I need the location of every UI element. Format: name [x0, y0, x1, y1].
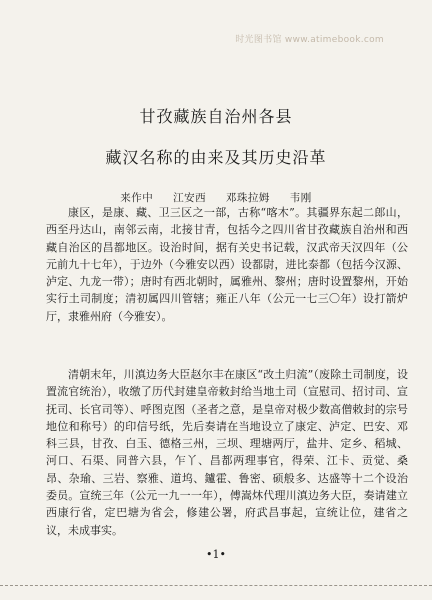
author-name: 邓珠拉姆: [225, 192, 270, 204]
body-text-block: [46, 366, 408, 539]
watermark: 时光图书馆 www.atimebook.com: [235, 35, 384, 45]
author-name: 韦刚: [289, 192, 312, 204]
page-bottom-rule: [0, 585, 432, 587]
page-number: •1•: [206, 548, 226, 561]
author-name: 来作中: [120, 192, 154, 204]
page-title: 甘孜藏族自治州各县: [139, 107, 293, 126]
author-name: 江安西: [173, 192, 207, 204]
paragraph: 康区，是康、藏、卫三区之一部，古称“喀木”。其疆界东起二郎山，西至丹达山，南邻云南，北接甘青，包括今之四川省甘孜藏族自治州和西藏自治区的昌都地区。设治时间，据有关史书记载，汉武帝天汉四年（公元前九十七年），于边外（今雅安以西）设都尉，进比泰都（包括今汉源、泸定、九龙一带）；唐时有西北朝时，属雅州、黎州；唐时设置黎州，开始实行土司制度；清初属四川管辖；雍正八年（公元一七三〇年）设打箭炉厅，隶雅州府（今雅安）。: [46, 206, 408, 323]
body-text-block: [46, 204, 408, 325]
authors: [0, 190, 432, 205]
paragraph: 清朝末年，川滇边务大臣赵尔丰在康区“改土归流”（废除土司制度，设置流官统治），收缴了历代封建皇帝敕封给当地土司（宣慰司、招讨司、宣抚司、长官司等）、呼图克图（圣者之意，是皇帝对极少数高僧敕封的宗号地位和称号）的印信号纸，先后奏请在当地设立了康定、泸定、巴安、邓科三县，甘孜、白玉、德格三州，三坝、理塘两厅，盐井、定乡、稻城、河口、石渠、同普六县，乍丫、昌都两理事官，得荣、江卡、贡觉、桑昂、杂瑜、三岩、察雅、道坞、鑪霍、鲁密、硕般多、达盛等十二个设治委员。宣统三年（公元一九一一年），傅嵩炑代理川滇边务大臣，奏请建立西康行省，定巴塘为省会，修建公署，府武昌事起，宣统让位，建省之议，未成事实。: [46, 368, 408, 537]
page-subtitle: 藏汉名称的由来及其历史沿革: [105, 148, 327, 167]
